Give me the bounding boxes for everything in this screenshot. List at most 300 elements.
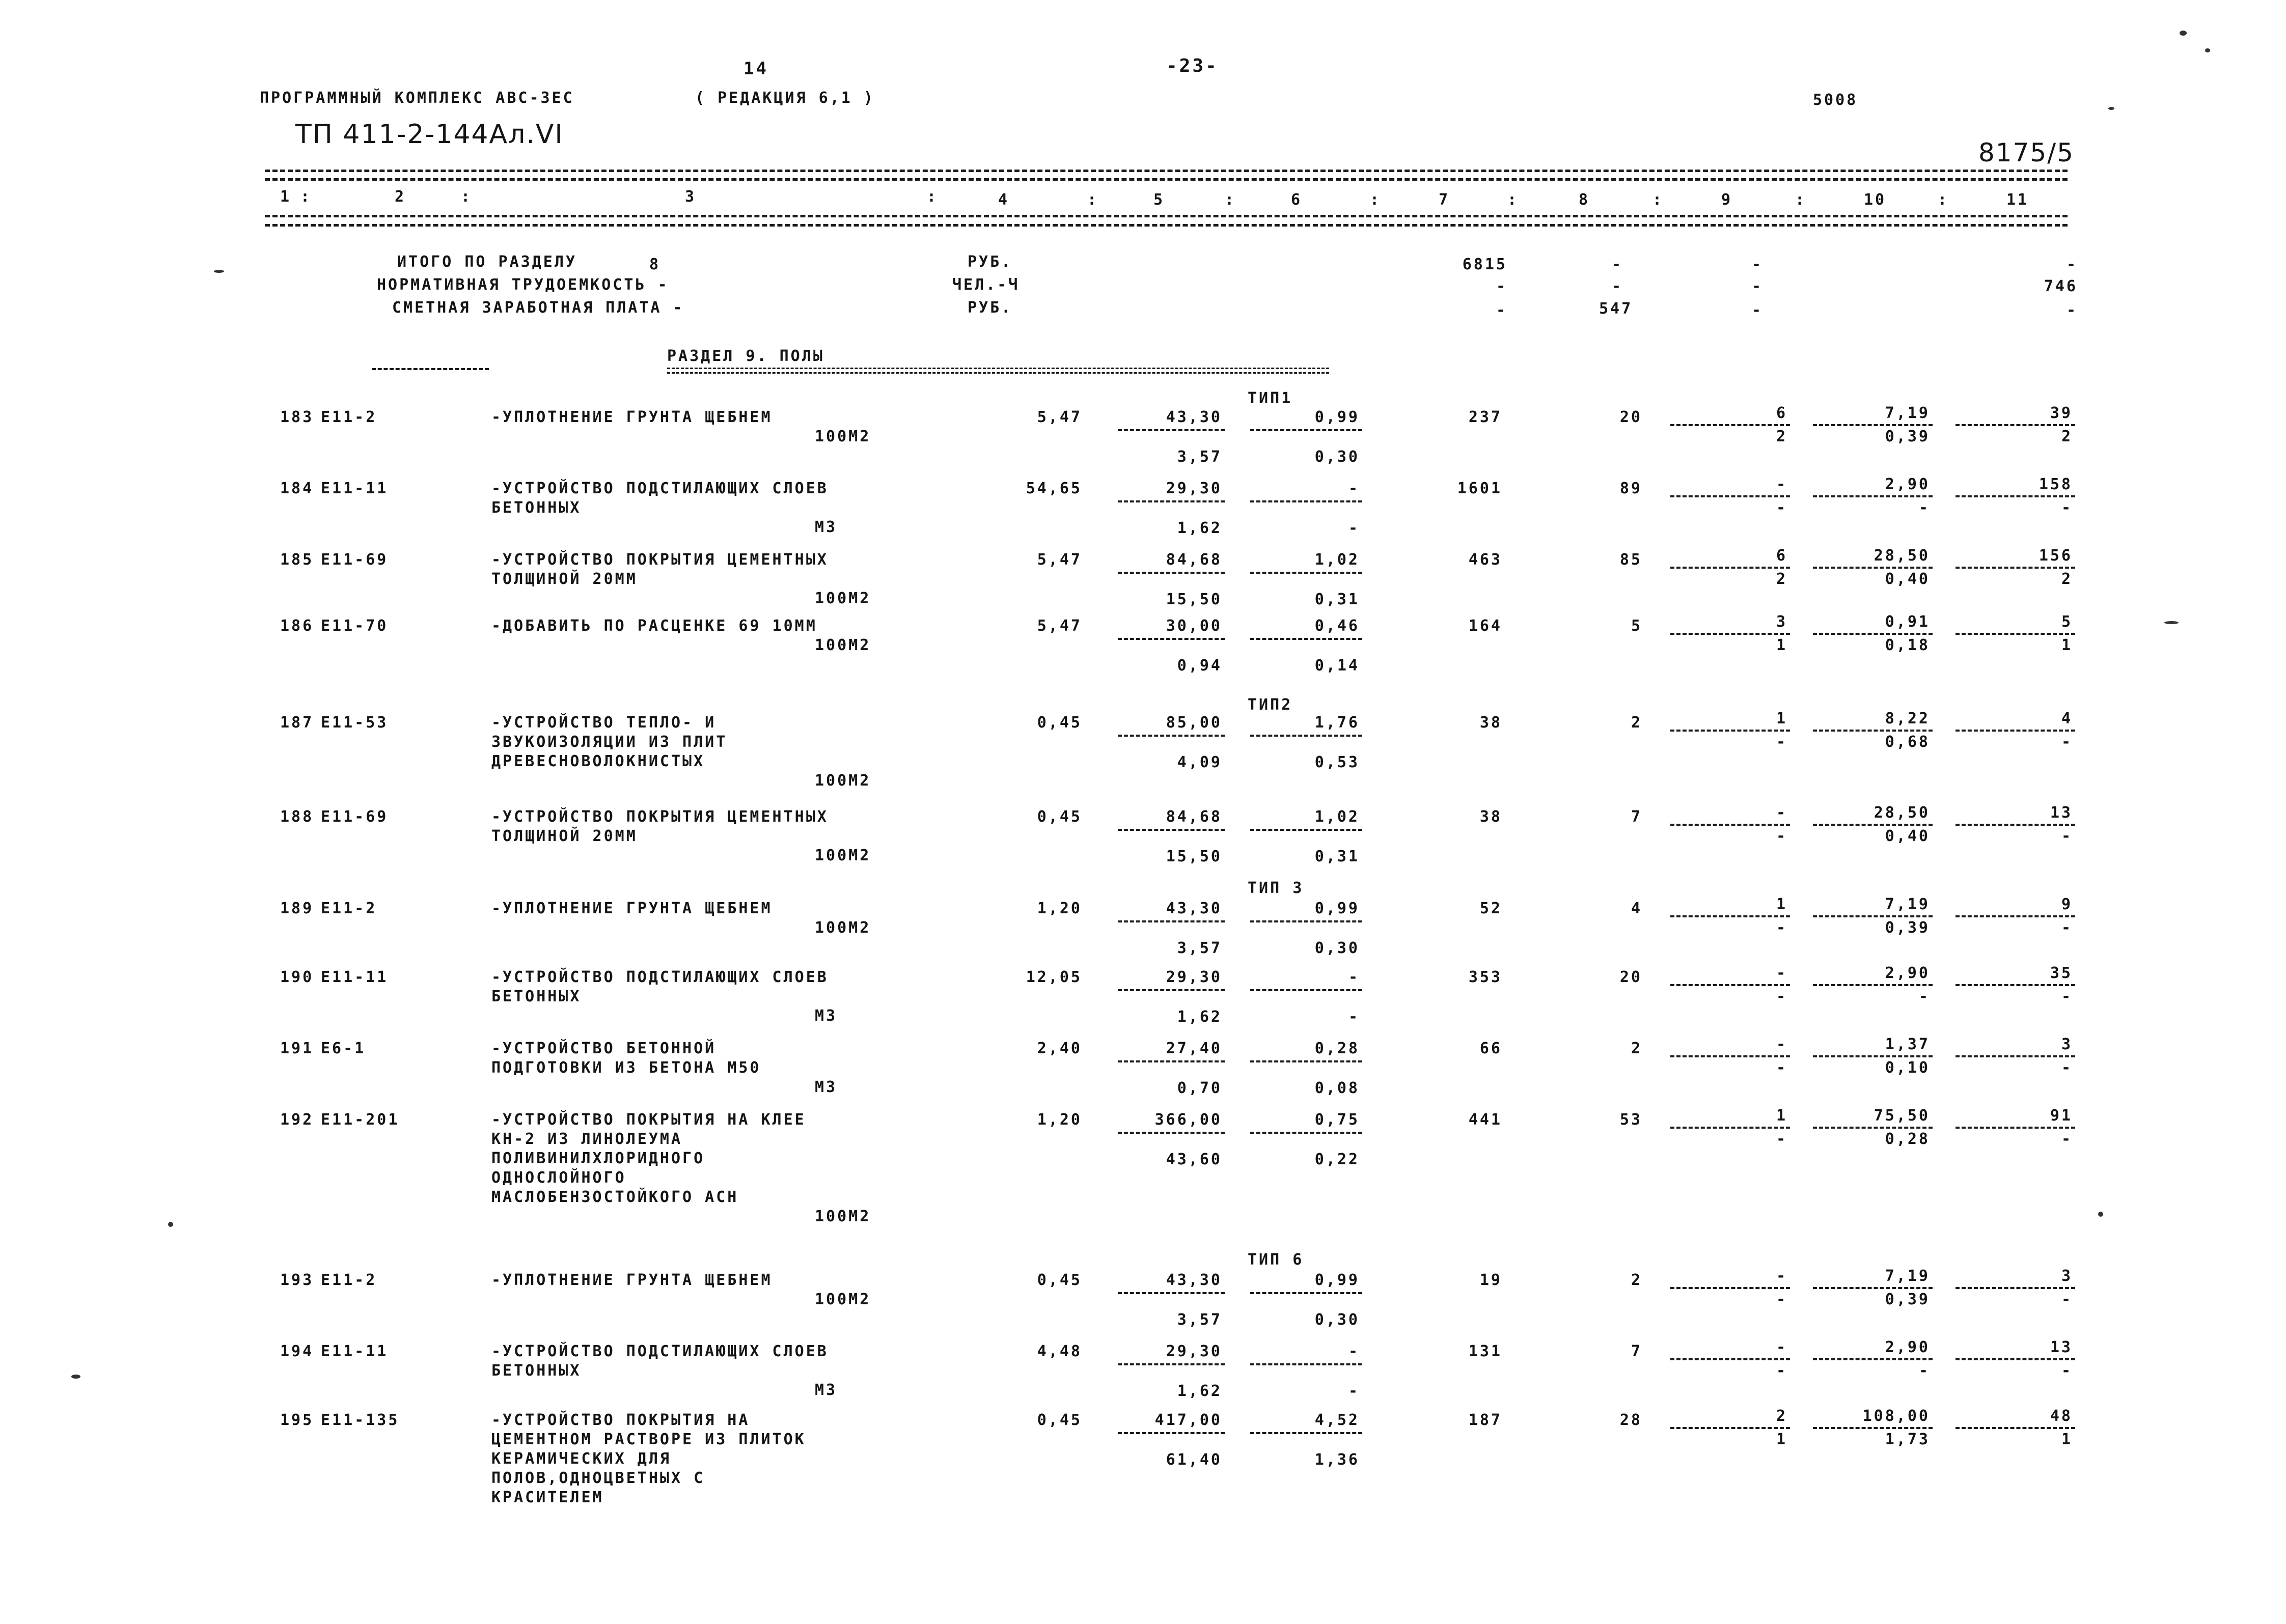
- machine-wage: -: [1776, 1130, 1787, 1148]
- machine-wage: 2: [1776, 428, 1787, 445]
- rate-code: Е11-11: [321, 968, 389, 986]
- handwritten-mark: 14: [743, 59, 768, 79]
- row-number: 194: [280, 1342, 314, 1360]
- labor-total: 91: [2050, 1107, 2073, 1125]
- total-wage: 20: [1619, 968, 1642, 986]
- unit-cost-wage: 0,94: [1177, 657, 1222, 675]
- labor-norm-operator: 0,10: [1885, 1059, 1930, 1077]
- labor-total: 9: [2061, 895, 2073, 913]
- work-description-line: КРАСИТЕЛЕМ: [491, 1489, 604, 1506]
- labor-norm: 108,00: [1862, 1407, 1930, 1425]
- row-number: 191: [280, 1040, 314, 1057]
- total-cost: 187: [1468, 1411, 1502, 1429]
- type-marker: ТИП 6: [1248, 1251, 1304, 1269]
- cell-rule: [1118, 429, 1225, 431]
- unit-cost: 43,30: [1166, 900, 1222, 917]
- cell-rule: [1956, 1055, 2075, 1057]
- labor-norm-operator: -: [1918, 988, 1930, 1005]
- row-number: 183: [280, 408, 314, 426]
- unit-cost: 84,68: [1166, 808, 1222, 826]
- work-description-line: ДРЕВЕСНОВОЛОКНИСТЫХ: [491, 752, 705, 770]
- work-description-line: БЕТОННЫХ: [491, 1362, 582, 1380]
- cell-rule: [1118, 735, 1225, 737]
- row-number: 195: [280, 1411, 314, 1429]
- labor-norm-operator: 0,18: [1885, 636, 1930, 654]
- scan-speck: [168, 1222, 173, 1227]
- quantity: 1,20: [1037, 900, 1082, 917]
- labor-total-operator: -: [2061, 919, 2073, 937]
- scan-speck: [2180, 31, 2187, 36]
- total-wage: 53: [1619, 1111, 1642, 1129]
- labor-total-operator: 2: [2061, 428, 2073, 445]
- cell-rule: [1813, 495, 1933, 497]
- quantity: 0,45: [1037, 714, 1082, 732]
- col-num-8: 8: [1579, 191, 1590, 209]
- unit-of-measure: 100М2: [815, 590, 871, 607]
- total-wage: 2: [1631, 1271, 1642, 1289]
- cell-rule: [1956, 567, 2075, 569]
- section-underline: [667, 368, 1329, 374]
- wage-col9: -: [1752, 301, 1764, 319]
- machine-wage: -: [1776, 733, 1787, 751]
- itogo-col11: -: [2066, 256, 2078, 273]
- col-sep: :: [1370, 191, 1382, 209]
- cell-rule: [1813, 424, 1933, 426]
- cell-rule: [1118, 989, 1225, 991]
- unit-cost: 29,30: [1166, 1342, 1222, 1360]
- total-cost: 52: [1479, 900, 1502, 917]
- total-cost: 164: [1468, 617, 1502, 635]
- cell-rule: [1118, 1432, 1225, 1434]
- machine-wage: 2: [1776, 570, 1787, 588]
- work-description-line: ЦЕМЕНТНОМ РАСТВОРЕ ИЗ ПЛИТОК: [491, 1431, 806, 1448]
- machine-cost: -: [1776, 475, 1787, 493]
- total-cost: 66: [1479, 1040, 1502, 1057]
- unit-labor-operator: 0,31: [1314, 591, 1360, 608]
- unit-cost: 29,30: [1166, 968, 1222, 986]
- scan-speck: [214, 270, 224, 273]
- row-number: 185: [280, 551, 314, 569]
- machine-wage: 1: [1776, 636, 1787, 654]
- quantity: 5,47: [1037, 617, 1082, 635]
- cell-rule: [1670, 1427, 1790, 1429]
- project-number: ТП 411-2-144Ал.VI: [295, 119, 564, 150]
- cell-rule: [1813, 1427, 1933, 1429]
- row-number: 186: [280, 617, 314, 635]
- section-title: РАЗДЕЛ 9. ПОЛЫ: [667, 347, 824, 365]
- cell-rule: [1250, 1432, 1362, 1434]
- labor-col11: 746: [2044, 277, 2078, 295]
- cell-rule: [1813, 1287, 1933, 1289]
- machine-cost: -: [1776, 1338, 1787, 1356]
- machine-cost: 6: [1776, 547, 1787, 565]
- work-description: -УСТРОЙСТВО ПОКРЫТИЯ НА КЛЕЕ: [491, 1111, 806, 1129]
- total-wage: 5: [1631, 617, 1642, 635]
- total-wage: 7: [1631, 808, 1642, 826]
- unit-labor: 1,76: [1314, 714, 1360, 732]
- quantity: 0,45: [1037, 1271, 1082, 1289]
- labor-total: 48: [2050, 1407, 2073, 1425]
- wage-label: СМЕТНАЯ ЗАРАБОТНАЯ ПЛАТА -: [392, 299, 684, 317]
- cell-rule: [1670, 1358, 1790, 1360]
- unit-of-measure: 100М2: [815, 919, 871, 937]
- unit-labor: 0,99: [1314, 408, 1360, 426]
- cell-rule: [1670, 567, 1790, 569]
- labor-norm: 75,50: [1874, 1107, 1930, 1125]
- work-description-line: БЕТОННЫХ: [491, 499, 582, 517]
- work-description: -УПЛОТНЕНИЕ ГРУНТА ЩЕБНЕМ: [491, 1271, 773, 1289]
- col-sep: :: [1652, 191, 1664, 209]
- labor-norm: 8,22: [1885, 710, 1930, 727]
- labor-total-operator: -: [2061, 988, 2073, 1005]
- machine-wage: -: [1776, 827, 1787, 845]
- cell-rule: [1118, 638, 1225, 640]
- wage-col7: -: [1496, 301, 1507, 319]
- machine-cost: 1: [1776, 710, 1787, 727]
- labor-total: 156: [2039, 547, 2073, 565]
- labor-total-operator: -: [2061, 827, 2073, 845]
- cell-rule: [1250, 1363, 1362, 1365]
- work-description-line: МАСЛОБЕНЗОСТОЙКОГО АСН: [491, 1188, 739, 1206]
- cell-rule: [1956, 495, 2075, 497]
- cell-rule: [1813, 1055, 1933, 1057]
- cell-rule: [1956, 824, 2075, 826]
- unit-of-measure: 100М2: [815, 1208, 871, 1225]
- cell-rule: [1813, 824, 1933, 826]
- machine-wage: 1: [1776, 1431, 1787, 1448]
- wage-unit: РУБ.: [968, 299, 1013, 317]
- labor-norm-operator: 0,39: [1885, 919, 1930, 937]
- labor-norm-operator: -: [1918, 499, 1930, 517]
- unit-of-measure: 100М2: [815, 847, 871, 864]
- machine-wage: -: [1776, 919, 1787, 937]
- total-cost: 19: [1479, 1271, 1502, 1289]
- unit-labor-operator: 0,30: [1314, 448, 1360, 466]
- total-cost: 38: [1479, 808, 1502, 826]
- unit-cost-wage: 3,57: [1177, 939, 1222, 957]
- labor-total: 3: [2061, 1035, 2073, 1053]
- labor-norm: 2,90: [1885, 1338, 1930, 1356]
- col-sep: :: [300, 188, 312, 206]
- cell-rule: [1118, 829, 1225, 831]
- header-rule-bottom2: [265, 224, 2068, 227]
- row-number: 189: [280, 900, 314, 917]
- rate-code: Е11-201: [321, 1111, 400, 1129]
- col-sep: :: [1225, 191, 1236, 209]
- unit-labor: 0,99: [1314, 900, 1360, 917]
- scan-speck: [71, 1375, 80, 1379]
- quantity: 12,05: [1026, 968, 1082, 986]
- header-rule-top: [265, 170, 2068, 172]
- labor-norm-operator: 0,28: [1885, 1130, 1930, 1148]
- labor-norm: 2,90: [1885, 475, 1930, 493]
- labor-unit: ЧЕЛ.-Ч: [952, 276, 1020, 294]
- quantity: 5,47: [1037, 551, 1082, 569]
- work-description: -УСТРОЙСТВО БЕТОННОЙ: [491, 1040, 717, 1057]
- machine-cost: 6: [1776, 404, 1787, 422]
- work-description: -УПЛОТНЕНИЕ ГРУНТА ЩЕБНЕМ: [491, 408, 773, 426]
- unit-labor-operator: 0,53: [1314, 753, 1360, 771]
- work-description: -УСТРОЙСТВО ТЕПЛО- И: [491, 714, 717, 732]
- cell-rule: [1813, 730, 1933, 732]
- unit-cost-wage: 1,62: [1177, 519, 1222, 537]
- labor-total-operator: -: [2061, 1291, 2073, 1308]
- cell-rule: [1250, 500, 1362, 502]
- itogo-section-num: 8: [649, 256, 661, 273]
- labor-total: 3: [2061, 1267, 2073, 1285]
- scan-speck: [2098, 1212, 2103, 1217]
- col-sep: :: [461, 188, 473, 206]
- unit-cost-wage: 15,50: [1166, 848, 1222, 865]
- total-wage: 2: [1631, 1040, 1642, 1057]
- program-name: ПРОГРАММНЫЙ КОМПЛЕКС АВС-ЗЕС: [260, 89, 574, 107]
- type-marker: ТИП1: [1248, 389, 1293, 407]
- total-cost: 441: [1468, 1111, 1502, 1129]
- unit-of-measure: 100М2: [815, 428, 871, 445]
- total-wage: 4: [1631, 900, 1642, 917]
- quantity: 4,48: [1037, 1342, 1082, 1360]
- cell-rule: [1813, 633, 1933, 635]
- unit-cost-wage: 3,57: [1177, 448, 1222, 466]
- unit-labor-operator: 0,31: [1314, 848, 1360, 865]
- unit-of-measure: М3: [815, 1381, 838, 1399]
- labor-col7: -: [1496, 277, 1507, 295]
- cell-rule: [1250, 572, 1362, 574]
- rate-code: Е11-69: [321, 808, 389, 826]
- cell-rule: [1670, 984, 1790, 986]
- cell-rule: [1956, 1358, 2075, 1360]
- unit-labor: 1,02: [1314, 808, 1360, 826]
- total-cost: 353: [1468, 968, 1502, 986]
- unit-cost: 85,00: [1166, 714, 1222, 732]
- labor-total: 4: [2061, 710, 2073, 727]
- labor-norm: 7,19: [1885, 895, 1930, 913]
- unit-of-measure: 100М2: [815, 636, 871, 654]
- labor-total: 5: [2061, 613, 2073, 631]
- scan-speck: [2164, 621, 2179, 624]
- itogo-col7: 6815: [1462, 256, 1507, 273]
- rate-code: Е11-2: [321, 900, 377, 917]
- labor-norm: 28,50: [1874, 547, 1930, 565]
- labor-total-operator: 1: [2061, 1431, 2073, 1448]
- col-num-4: 4: [998, 191, 1010, 209]
- unit-cost: 29,30: [1166, 480, 1222, 497]
- labor-norm-operator: 0,39: [1885, 1291, 1930, 1308]
- cell-rule: [1813, 984, 1933, 986]
- total-wage: 7: [1631, 1342, 1642, 1360]
- cell-rule: [1250, 920, 1362, 922]
- work-description: -УСТРОЙСТВО ПОКРЫТИЯ ЦЕМЕНТНЫХ: [491, 808, 829, 826]
- unit-cost-wage: 61,40: [1166, 1451, 1222, 1469]
- unit-labor-operator: -: [1348, 1382, 1360, 1400]
- labor-total-operator: -: [2061, 1362, 2073, 1380]
- cell-rule: [1956, 633, 2075, 635]
- scan-speck: [2205, 48, 2210, 52]
- labor-col8: -: [1612, 277, 1623, 295]
- unit-labor-operator: 0,08: [1314, 1079, 1360, 1097]
- work-description-line: БЕТОННЫХ: [491, 988, 582, 1005]
- unit-cost-wage: 15,50: [1166, 591, 1222, 608]
- unit-of-measure: 100М2: [815, 1291, 871, 1308]
- quantity: 54,65: [1026, 480, 1082, 497]
- labor-norm: 1,37: [1885, 1035, 1930, 1053]
- unit-cost: 27,40: [1166, 1040, 1222, 1057]
- row-number: 184: [280, 480, 314, 497]
- itogo-unit: РУБ.: [968, 253, 1013, 271]
- document-code: 5008: [1813, 91, 1858, 109]
- quantity: 0,45: [1037, 1411, 1082, 1429]
- total-wage: 2: [1631, 714, 1642, 732]
- wage-col8: 547: [1599, 300, 1633, 318]
- machine-cost: 1: [1776, 1107, 1787, 1125]
- labor-norm: 28,50: [1874, 804, 1930, 822]
- labor-col9: -: [1752, 277, 1764, 295]
- cell-rule: [1670, 1287, 1790, 1289]
- cell-rule: [1250, 1060, 1362, 1062]
- labor-norm-operator: 0,40: [1885, 827, 1930, 845]
- work-description-line: ТОЛЩИНОЙ 20ММ: [491, 570, 638, 588]
- machine-wage: -: [1776, 988, 1787, 1005]
- header-rule-bottom: [265, 215, 2068, 217]
- cell-rule: [1118, 1292, 1225, 1294]
- work-description-line: КЕРАМИЧЕСКИХ ДЛЯ: [491, 1450, 671, 1468]
- unit-cost: 30,00: [1166, 617, 1222, 635]
- unit-labor: 4,52: [1314, 1411, 1360, 1429]
- unit-labor: -: [1348, 1342, 1360, 1360]
- scan-speck: [2108, 107, 2114, 110]
- machine-cost: -: [1776, 1035, 1787, 1053]
- labor-norm: 2,90: [1885, 964, 1930, 982]
- cell-rule: [1956, 1287, 2075, 1289]
- quantity: 2,40: [1037, 1040, 1082, 1057]
- header-rule-top2: [265, 178, 2068, 181]
- unit-labor-operator: 0,22: [1314, 1151, 1360, 1168]
- cell-rule: [1250, 638, 1362, 640]
- page-number: -23-: [1166, 55, 1219, 76]
- rate-code: Е11-2: [321, 408, 377, 426]
- work-description: -УСТРОЙСТВО ПОДСТИЛАЮЩИХ СЛОЕВ: [491, 1342, 829, 1360]
- unit-labor: 1,02: [1314, 551, 1360, 569]
- cell-rule: [1118, 572, 1225, 574]
- cell-rule: [1670, 730, 1790, 732]
- machine-cost: 3: [1776, 613, 1787, 631]
- labor-total-operator: 2: [2061, 570, 2073, 588]
- machine-cost: 1: [1776, 895, 1787, 913]
- cell-rule: [1670, 1055, 1790, 1057]
- unit-labor-operator: 0,30: [1314, 1311, 1360, 1329]
- unit-labor-operator: -: [1348, 519, 1360, 537]
- work-description: -УПЛОТНЕНИЕ ГРУНТА ЩЕБНЕМ: [491, 900, 773, 917]
- unit-labor: 0,99: [1314, 1271, 1360, 1289]
- cell-rule: [1813, 1358, 1933, 1360]
- cell-rule: [1813, 1127, 1933, 1129]
- labor-total-operator: -: [2061, 1059, 2073, 1077]
- rate-code: Е11-135: [321, 1411, 400, 1429]
- unit-labor: 0,46: [1314, 617, 1360, 635]
- unit-labor-operator: 0,14: [1314, 657, 1360, 675]
- work-description-line: ЗВУКОИЗОЛЯЦИИ ИЗ ПЛИТ: [491, 733, 728, 751]
- cell-rule: [1670, 1127, 1790, 1129]
- labor-total: 13: [2050, 804, 2073, 822]
- cell-rule: [1670, 424, 1790, 426]
- unit-cost-wage: 0,70: [1177, 1079, 1222, 1097]
- cell-rule: [1118, 1132, 1225, 1134]
- unit-labor: -: [1348, 480, 1360, 497]
- col-num-2: 2: [395, 188, 406, 206]
- total-cost: 237: [1468, 408, 1502, 426]
- cell-rule: [1813, 915, 1933, 917]
- machine-cost: -: [1776, 804, 1787, 822]
- labor-norm: 0,91: [1885, 613, 1930, 631]
- itogo-col9: -: [1752, 256, 1764, 273]
- col-sep: :: [1938, 191, 1949, 209]
- quantity: 0,45: [1037, 808, 1082, 826]
- itogo-col8: -: [1612, 256, 1623, 273]
- unit-labor: 0,28: [1314, 1040, 1360, 1057]
- work-description: -УСТРОЙСТВО ПОКРЫТИЯ НА: [491, 1411, 750, 1429]
- col-num-3: 3: [685, 188, 697, 206]
- labor-total: 13: [2050, 1338, 2073, 1356]
- unit-cost: 43,30: [1166, 1271, 1222, 1289]
- machine-cost: 2: [1776, 1407, 1787, 1425]
- rate-code: Е11-2: [321, 1271, 377, 1289]
- rate-code: Е11-11: [321, 1342, 389, 1360]
- cell-rule: [1250, 735, 1362, 737]
- work-description: -УСТРОЙСТВО ПОДСТИЛАЮЩИХ СЛОЕВ: [491, 968, 829, 986]
- labor-total: 158: [2039, 475, 2073, 493]
- work-description: -УСТРОЙСТВО ПОДСТИЛАЮЩИХ СЛОЕВ: [491, 480, 829, 497]
- cell-rule: [1670, 495, 1790, 497]
- unit-cost: 366,00: [1154, 1111, 1222, 1129]
- labor-norm: 7,19: [1885, 404, 1930, 422]
- labor-norm-operator: 0,68: [1885, 733, 1930, 751]
- machine-wage: -: [1776, 1059, 1787, 1077]
- total-cost: 131: [1468, 1342, 1502, 1360]
- cell-rule: [1956, 730, 2075, 732]
- cell-rule: [1118, 920, 1225, 922]
- unit-cost-wage: 4,09: [1177, 753, 1222, 771]
- labor-total-operator: 1: [2061, 636, 2073, 654]
- col-num-7: 7: [1439, 191, 1450, 209]
- cell-rule: [1670, 633, 1790, 635]
- rate-code: Е11-69: [321, 551, 389, 569]
- quantity: 1,20: [1037, 1111, 1082, 1129]
- unit-labor-operator: 1,36: [1314, 1451, 1360, 1469]
- rate-code: Е6-1: [321, 1040, 366, 1057]
- labor-total: 35: [2050, 964, 2073, 982]
- total-wage: 20: [1619, 408, 1642, 426]
- total-cost: 1601: [1457, 480, 1502, 497]
- cell-rule: [1813, 567, 1933, 569]
- cell-rule: [1250, 1132, 1362, 1134]
- labor-total-operator: -: [2061, 733, 2073, 751]
- machine-wage: -: [1776, 1291, 1787, 1308]
- labor-norm-operator: 1,73: [1885, 1431, 1930, 1448]
- cell-rule: [1670, 824, 1790, 826]
- unit-cost-wage: 43,60: [1166, 1151, 1222, 1168]
- machine-wage: -: [1776, 1362, 1787, 1380]
- work-description-line: КН-2 ИЗ ЛИНОЛЕУМА: [491, 1130, 683, 1148]
- machine-wage: -: [1776, 499, 1787, 517]
- wage-col11: -: [2066, 301, 2078, 319]
- cell-rule: [1956, 1427, 2075, 1429]
- work-description: -УСТРОЙСТВО ПОКРЫТИЯ ЦЕМЕНТНЫХ: [491, 551, 829, 569]
- labor-norm: 7,19: [1885, 1267, 1930, 1285]
- sheet-number: 8175/5: [1978, 138, 2074, 167]
- cell-rule: [1956, 1127, 2075, 1129]
- unit-cost: 417,00: [1154, 1411, 1222, 1429]
- unit-cost: 43,30: [1166, 408, 1222, 426]
